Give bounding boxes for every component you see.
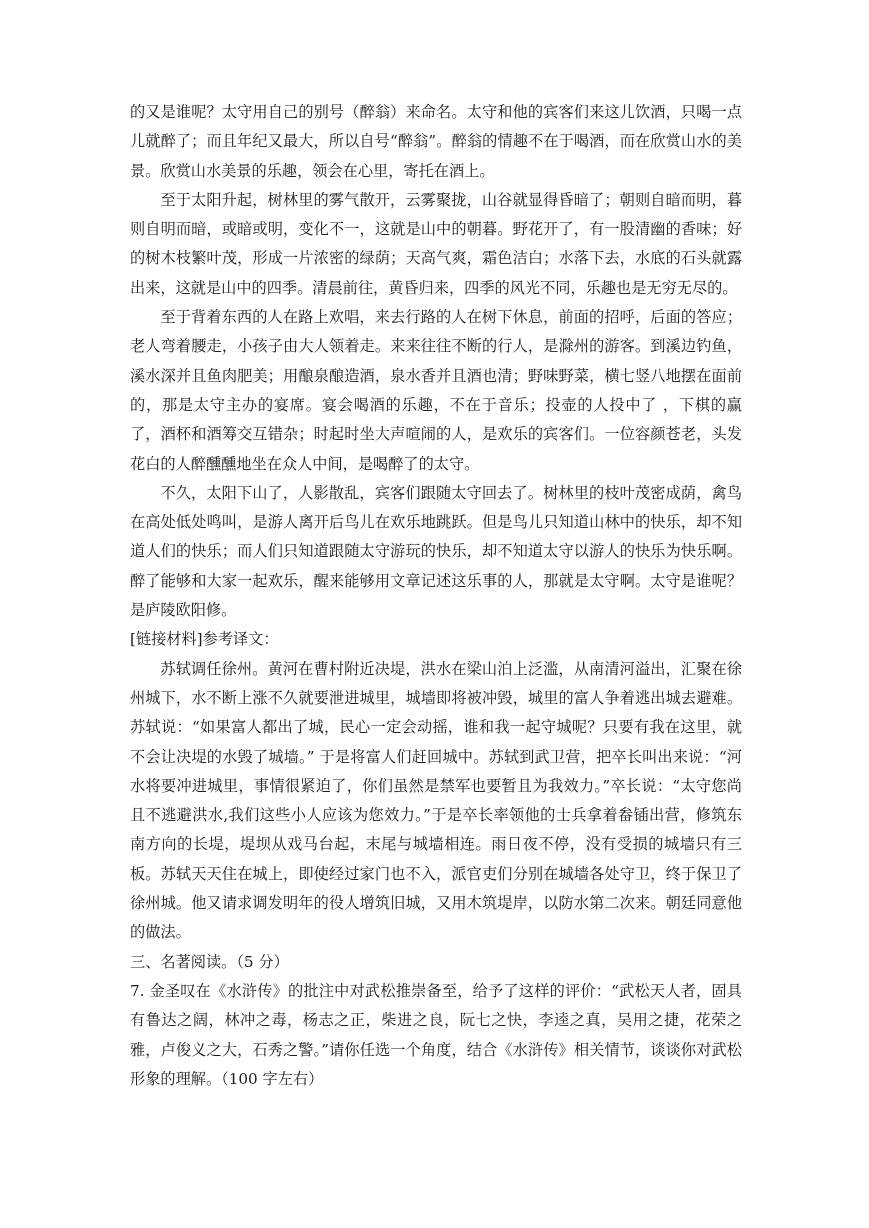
translation-paragraph-3: 至于背着东西的人在路上欢唱，来去行路的人在树下休息，前面的招呼，后面的答应；老人弯着腰走，小孩子由大人领着走。来来往往不断的行人，是滁州的游客。到溪边钓鱼，溪水深并且鱼肉肥美；用酿泉酿造酒，泉水香并且酒也清；野味野菜，横七竖八地摆在面前的，那是太守主办的宴席。宴会喝酒的乐趣，不在于音乐；投壶的人投中了 ，下棋的赢了，酒杯和酒筹交互错杂；时起时坐大声喧闹的人，是欢乐的宾客们。一位容颜苍老，头发花白的人醉醺醺地坐在众人中间，是喝醉了的太守。	[130, 308, 742, 473]
translation-paragraph-2: 至于太阳升起，树林里的雾气散开，云雾聚拢，山谷就显得昏暗了；朝则自暗而明，暮则自明而暗，或暗或明，变化不一，这就是山中的朝暮。野花开了，有一股清幽的香味；好的树木枝繁叶茂，形成一片浓密的绿荫；天高气爽，霜色洁白；水落下去，水底的石头就露出来，这就是山中的四季。清晨前往，黄昏归来，四季的风光不同，乐趣也是无穷无尽的。	[130, 190, 742, 297]
translation-paragraph-4: 不久，太阳下山了，人影散乱，宾客们跟随太守回去了。树林里的枝叶茂密成荫，禽鸟在高处低处鸣叫，是游人离开后鸟儿在欢乐地跳跃。但是鸟儿只知道山林中的快乐，却不知道人们的快乐；而人们只知道跟随太守游玩的快乐，却不知道太守以游人的快乐为快乐啊。醉了能够和大家一起欢乐，醒来能够用文章记述这乐事的人，那就是太守啊。太守是谁呢？是庐陵欧阳修。	[130, 483, 742, 620]
document-page	[130, 98, 742, 1094]
section-three-heading: 三、名著阅读。（5 分）	[130, 952, 289, 971]
link-material-heading: [链接材料]参考译文：	[130, 630, 279, 649]
translation-paragraph-1: 的又是谁呢？太守用自己的别号（醉翁）来命名。太守和他的宾客们来这儿饮酒，只喝一点儿就醉了；而且年纪又最大，所以自号“醉翁”。醉翁的情趣不在于喝酒，而在欣赏山水的美景。欣赏山水美景的乐趣，领会在心里，寄托在酒上。	[130, 103, 742, 180]
question-7: 7. 金圣叹在《水浒传》的批注中对武松推崇备至，给予了这样的评价：“武松天人者，固具有鲁达之阔，林冲之毒，杨志之正，柴进之良，阮七之快，李逵之真，吴用之捷，花荣之雅，卢俊义之大，石秀之警。”请你任选一个角度，结合《水浒传》相关情节，谈谈你对武松形象的理解。（100 字左右）	[130, 981, 742, 1088]
link-material-paragraph: 苏轼调任徐州。黄河在曹村附近决堤，洪水在梁山泊上泛滥，从南清河溢出，汇聚在徐州城下，水不断上涨不久就要泄进城里，城墙即将被冲毁，城里的富人争着逃出城去避难。苏轼说：“如果富人都出了城，民心一定会动摇，谁和我一起守城呢？只要有我在这里，就不会让决堤的水毁了城墙。” 于是将富人们赶回城中。苏轼到武卫营，把卒长叫出来说：“河水将要冲进城里，事情很紧迫了，你们虽然是禁军也要暂且为我效力。”卒长说：“太守您尚且不逃避洪水,我们这些小人应该为您效力。”于是卒长率领他的士兵拿着畚锸出营，修筑东南方向的长堤，堤坝从戏马台起，末尾与城墙相连。雨日夜不停，没有受损的城墙只有三板。苏轼天天住在城上，即使经过家门也不入，派官吏们分别在城墙各处守卫，终于保卫了徐州城。他又请求调发明年的役人增筑旧城，又用木筑堤岸，以防水第二次来。朝廷同意他的做法。	[130, 659, 742, 942]
